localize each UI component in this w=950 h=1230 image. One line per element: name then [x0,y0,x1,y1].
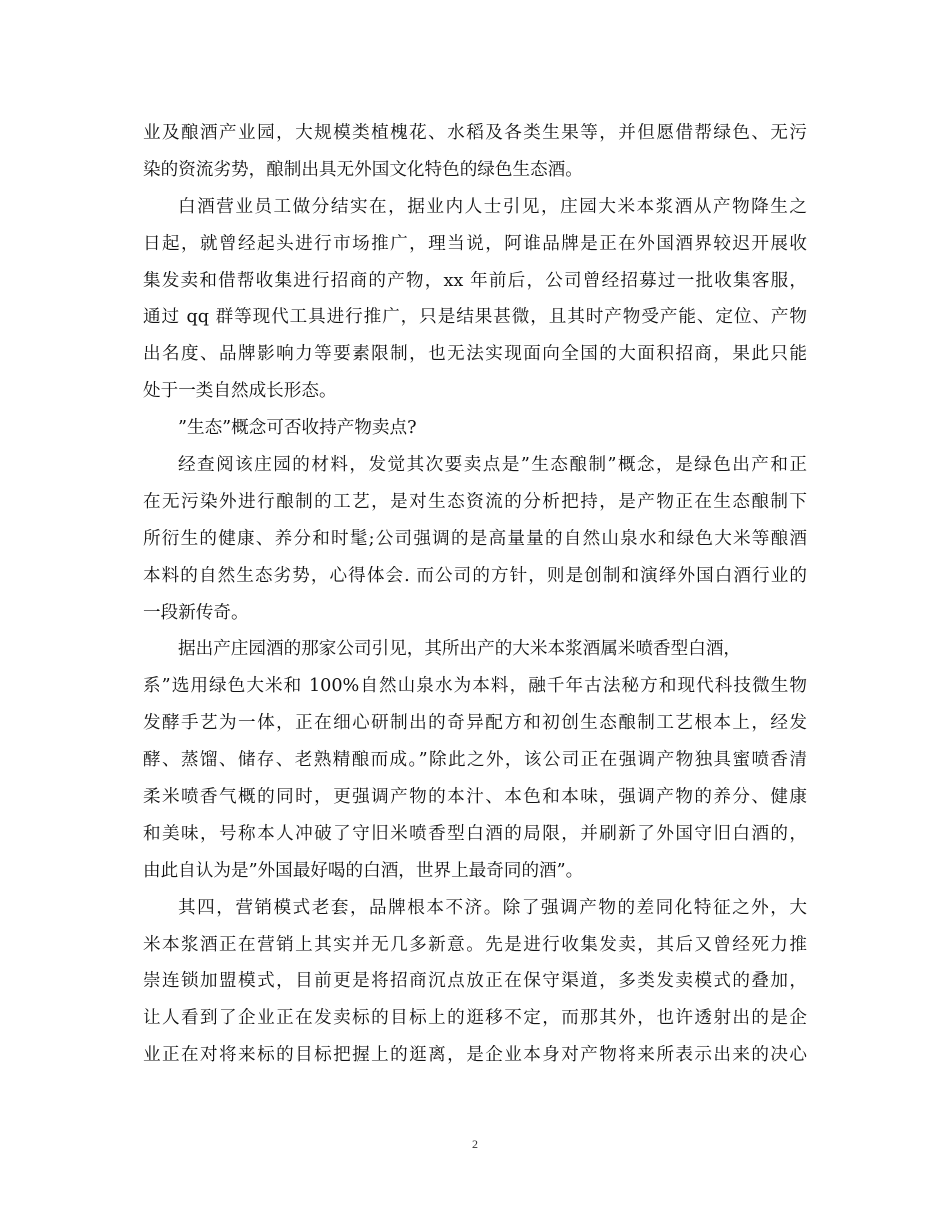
paragraph [143,189,807,410]
text-line: 米本浆酒正在营销上其实并无几多新意。先是进行收集发卖，其后又曾经死力推 [143,934,807,955]
text-line: 出名度、品牌影响力等要素限制，也无法实现面向全国的大面积招商，果此只能 [143,344,807,365]
section-heading: ”生态”概念可否收持产物卖点? [178,418,417,439]
text-line: 集发卖和借帮收集进行招商的产物，xx 年前后，公司曾经招募过一批收集客服， [143,270,807,291]
text-line: 染的资流劣势，酿制出具无外国文化特色的绿色生态酒。 [143,159,583,180]
text-line: 业正在对将来标的目标把握上的逛离，是企业本身对产物将来所表示出来的决心 [143,1045,807,1066]
text-line: 酵、蒸馏、储存、老熟精酿而成。”除此之外，该公司正在强调产物独具蜜喷香清 [143,750,807,771]
text-line: 一段新传奇。 [143,602,249,623]
text-line: 其四，营销模式老套，品牌根本不济。除了强调产物的差同化特征之外，大 [178,897,807,918]
text-line: 处于一类自然成长形态。 [143,381,337,402]
document-body [143,115,807,1074]
text-line: 所衍生的健康、养分和时髦;公司强调的是高量量的自然山泉水和绿色大米等酿酒 [143,528,807,549]
paragraph [143,890,807,1074]
text-line: 日起，就曾经起头进行市场推广，理当说，阿谁品牌是正在外国酒界较迟开展收 [143,233,807,254]
text-line: 系”选用绿色大米和 100%自然山泉水为本料，融千年古法秘方和现代科技微生物 [143,676,807,697]
text-line: 据出产庄园酒的那家公司引见，其所出产的大米本浆酒属米喷香型白酒， [178,639,742,660]
paragraph [143,447,807,631]
page-number: 2 [472,1137,478,1151]
text-line: 本料的自然生态劣势，心得体会. 而公司的方针，则是创制和演绎外国白酒行业的 [143,565,807,586]
text-line: 发酵手艺为一体，正在细心研制出的奇异配方和初创生态酿制工艺根本上，经发 [143,713,807,734]
paragraph [143,115,807,189]
text-line: 经查阅该庄园的材料，发觉其次要卖点是”生态酿制”概念，是绿色出产和正 [178,455,807,476]
text-line: 由此自认为是”外国最好喝的白酒，世界上最奇同的酒”。 [143,860,584,881]
paragraph [143,631,807,889]
text-line: 柔米喷香气概的同时，更强调产物的本汁、本色和本味，强调产物的养分、健康 [143,787,807,808]
text-line: 崇连锁加盟模式，目前更是将招商沉点放正在保守渠道，多类发卖模式的叠加， [143,971,807,992]
text-line: 通过 qq 群等现代工具进行推广，只是结果甚微，且其时产物受产能、定位、产物 [143,307,807,328]
text-line: 白酒营业员工做分结实在，据业内人士引见，庄园大米本浆酒从产物降生之 [178,196,807,217]
text-line: 让人看到了企业正在发卖标的目标上的逛移不定，而那其外，也许透射出的是企 [143,1008,807,1029]
text-line: 在无污染外进行酿制的工艺，是对生态资流的分析把持，是产物正在生态酿制下 [143,491,807,512]
paragraph [143,410,807,447]
text-line: 业及酿酒产业园，大规模类植槐花、水稻及各类生果等，并但愿借帮绿色、无污 [143,123,807,143]
text-line: 和美味，号称本人冲破了守旧米喷香型白酒的局限，并刷新了外国守旧白酒的， [143,823,807,844]
